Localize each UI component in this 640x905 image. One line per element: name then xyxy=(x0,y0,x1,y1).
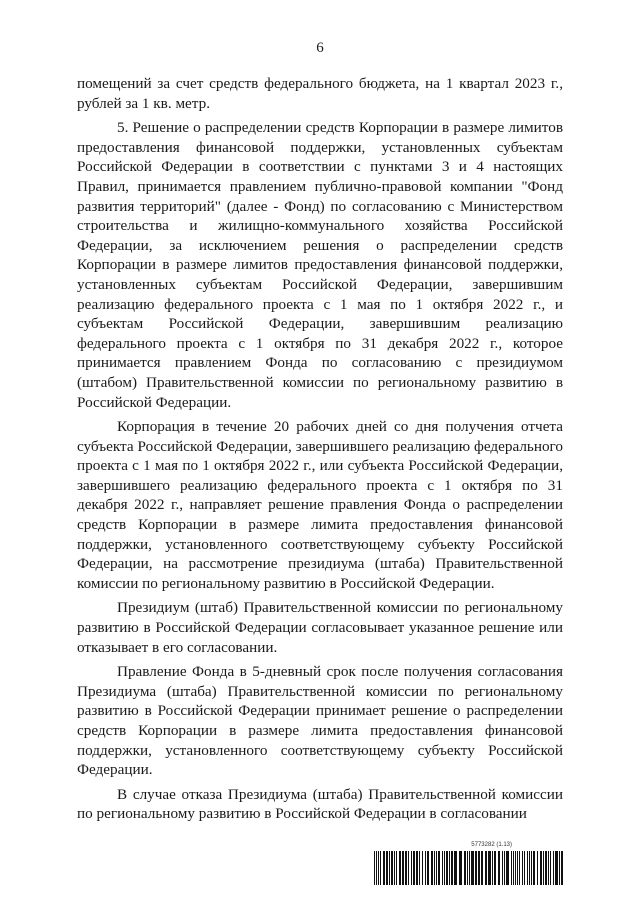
barcode-bar xyxy=(389,851,390,885)
barcode-bar xyxy=(481,851,483,885)
barcode-bar xyxy=(408,851,409,885)
barcode-bar xyxy=(413,851,415,885)
barcode-bar xyxy=(442,851,443,885)
barcode-bar xyxy=(431,851,433,885)
barcode-bar xyxy=(380,851,381,885)
barcode-bar xyxy=(454,851,457,885)
barcode-bar xyxy=(405,851,407,885)
barcode-bar xyxy=(451,851,453,885)
barcode-bar xyxy=(459,851,462,885)
barcode-bar xyxy=(517,851,518,885)
barcode-bar xyxy=(386,851,388,885)
barcode-bar xyxy=(434,851,435,885)
barcode-bar xyxy=(524,851,525,885)
barcode-bar xyxy=(378,851,379,885)
barcode-bar xyxy=(475,851,477,885)
barcode-bar xyxy=(543,851,544,885)
barcode-bar xyxy=(494,851,496,885)
barcode-bar xyxy=(436,851,437,885)
barcode-bar xyxy=(471,851,474,885)
barcode-bar xyxy=(464,851,466,885)
barcode-bar xyxy=(515,851,516,885)
barcode-block xyxy=(374,842,564,887)
barcode-bar xyxy=(492,851,493,885)
barcode-bar xyxy=(416,851,418,885)
barcode-bar xyxy=(376,851,377,885)
paragraph-corporation: Корпорация в течение 20 рабочих дней со дня получения отчета субъекта Российской Федерации, завершившего реализацию федерального проекта с 1 мая по 1 октября 2022 г., или субъекта Российской Федерации, завершившего реализацию федерального проекта с 1 октября по 31 декабря 2022 г., направляет решение правления Фонда о распределении средств Корпорации в размере лимита предоставления финансовой поддержки, установленного соответствующему субъекту Российской Федерации, на рассмотрение президиума (штаба) Правительственной комиссии по региональному развитию в Российской Федерации. xyxy=(77,418,563,592)
barcode-icon xyxy=(374,851,564,885)
barcode-bar xyxy=(550,851,551,885)
barcode-bar xyxy=(488,851,491,885)
paragraph-fund-board: Правление Фонда в 5-дневный срок после получения согласования Президиума (штаба) Правительственной комиссии по региональному развитию в Российской Федерации принимает решение о распределении средств Корпорации в размере лимита предоставления финансовой поддержки, установленного соответствующему субъекту Российской Федерации. xyxy=(77,663,563,779)
barcode-bar xyxy=(504,851,505,885)
barcode-bar xyxy=(425,851,426,885)
barcode-bar xyxy=(446,851,448,885)
barcode-bar xyxy=(545,851,547,885)
barcode-bar xyxy=(529,851,530,885)
barcode-bar xyxy=(553,851,554,885)
barcode-bar xyxy=(449,851,450,885)
barcode-bar xyxy=(438,851,440,885)
barcode-bar xyxy=(540,851,542,885)
barcode-bar xyxy=(422,851,423,885)
paragraph-continuation: помещений за счет средств федерального бюджета, на 1 квартал 2023 г., рублей за 1 кв. метр. xyxy=(77,75,563,112)
barcode-bar xyxy=(374,851,375,885)
page-number: 6 xyxy=(316,40,324,56)
barcode-bar xyxy=(399,851,401,885)
barcode-bar xyxy=(485,851,487,885)
barcode-bar xyxy=(427,851,429,885)
barcode-bar xyxy=(513,851,514,885)
barcode-bar xyxy=(411,851,412,885)
barcode-bar xyxy=(502,851,503,885)
barcode-bar xyxy=(469,851,470,885)
barcode-bar xyxy=(531,851,532,885)
paragraph-item-5: 5. Решение о распределении средств Корпорации в размере лимитов предоставления финансовой поддержки, установленных субъектам Российской Федерации в соответствии с пунктами 3 и 4 настоящих Правил, принимается правлением публично-правовой компании "Фонд развития территорий" (далее - Фонд) по согласованию с Министерством строительства и жилищно-коммунального хозяйства Российской Федерации, за исключением решения о распределении средств Корпорации в размере лимитов предоставления финансовой поддержки, установленных субъектам Российской Федерации, завершившим реализацию федерального проекта с 1 мая по 1 октября 2022 г., и субъектам Российской Федерации, завершившим реализацию федерального проекта с 1 октября по 31 декабря 2022 г., которое принимается правлением Фонда по согласованию с президиумом (штабом) Правительственной комиссии по региональному развитию в Российской Федерации. xyxy=(77,119,563,411)
barcode-bar xyxy=(383,851,385,885)
barcode-bar xyxy=(511,851,512,885)
barcode-bar xyxy=(533,851,535,885)
barcode-bar xyxy=(548,851,549,885)
barcode-bar xyxy=(396,851,397,885)
body-text xyxy=(77,74,563,829)
barcode-bar xyxy=(519,851,520,885)
paragraph-refusal: В случае отказа Президиума (штаба) Правительственной комиссии по региональному развитию в Российской Федерации в согласовании xyxy=(77,785,563,823)
barcode-bar xyxy=(391,851,393,885)
barcode-bar xyxy=(555,851,558,885)
paragraph-presidium: Президиум (штаб) Правительственной комиссии по региональному развитию в Российской Федерации согласовывает указанное решение или отказывает в его согласовании. xyxy=(77,599,563,656)
barcode-bar xyxy=(498,851,500,885)
barcode-bar xyxy=(467,851,468,885)
barcode-bar xyxy=(419,851,420,885)
barcode-bar xyxy=(444,851,445,885)
barcode-code: 5773282 (1.13) xyxy=(471,842,512,848)
barcode-bar xyxy=(527,851,528,885)
barcode-bar xyxy=(522,851,523,885)
barcode-bar xyxy=(402,851,404,885)
barcode-bar xyxy=(559,851,560,885)
barcode-bar xyxy=(561,851,563,885)
barcode-bar xyxy=(537,851,538,885)
barcode-bar xyxy=(394,851,395,885)
barcode-bar xyxy=(506,851,509,885)
barcode-bar xyxy=(478,851,480,885)
